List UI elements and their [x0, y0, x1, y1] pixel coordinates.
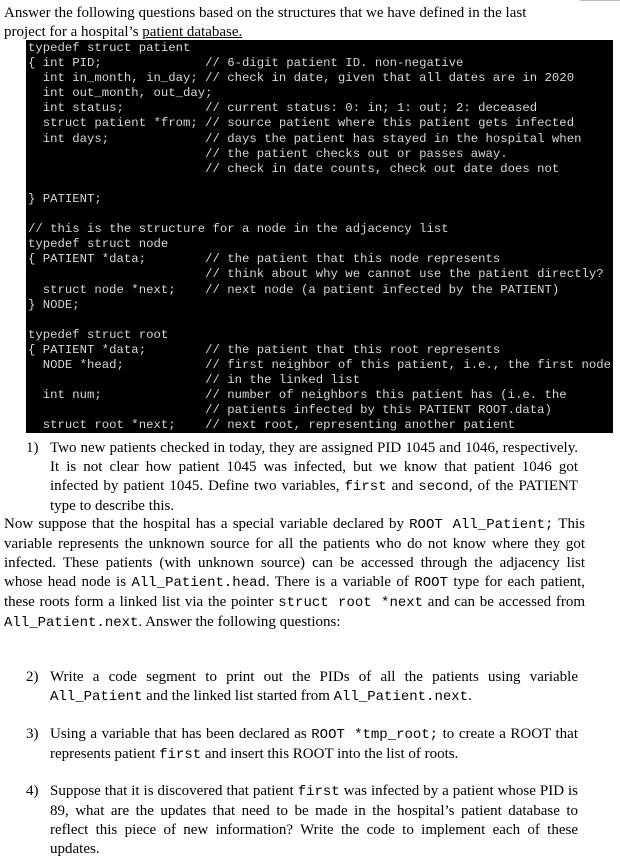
code-line: NODE *head; // first neighbor of this patient, i.e., the first node	[28, 357, 611, 372]
code-line: int out_month, out_day;	[28, 86, 213, 101]
code-line: struct node *next; // next node (a patient infected by the PATIENT)	[28, 282, 560, 297]
code-line: int status; // current status: 0: in; 1: out; 2: deceased	[28, 101, 538, 116]
question-text: Suppose that it is discovered that patient first was infected by a patient whose PID is 89, what are the updates that need to be made in the hospital’s patient database to reflect this piece of new information? Write the code to implement each of these updates.	[50, 783, 578, 857]
code-line: int in_month, in_day; // check in date, given that all dates are in 2020	[28, 71, 575, 86]
intro-paragraph	[4, 4, 584, 42]
question-text: Two new patients checked in today, they are assigned PID 1045 and 1046, respectively. It is not clear how patient 1045 was infected, but we know that patient 1046 got infected by patient 1045. Define two variables, first and second, of the PATIENT type to describe this.	[50, 440, 578, 514]
code-line: typedef struct root	[28, 327, 169, 342]
code-line: struct patient *from; // source patient where this patient gets infected	[28, 116, 575, 131]
code-line	[28, 313, 613, 328]
code-line: // in the linked list	[28, 373, 361, 388]
code-line	[28, 207, 613, 222]
code-line: // think about why we cannot use the patient directly?	[28, 267, 604, 282]
question-number: 2)	[26, 669, 39, 685]
code-line: int days; // days the patient has stayed in the hospital when	[28, 131, 582, 146]
intro-line-1: Answer the following questions based on the structures that we have defined in the last	[4, 5, 527, 21]
code-line: typedef struct patient	[28, 41, 191, 55]
question-2	[26, 668, 578, 707]
question-number: 1)	[26, 440, 39, 456]
code-line	[28, 177, 613, 192]
question-3	[26, 725, 578, 765]
question-text: Using a variable that has been declared as ROOT *tmp_root; to create a ROOT that represents patient first and insert this ROOT into the list of roots.	[50, 726, 578, 763]
intro-line-2-underlined: patient database.	[142, 24, 243, 40]
code-line: } NODE;	[28, 297, 80, 312]
code-block	[26, 40, 613, 433]
code-line: int num; // number of neighbors this patient has (i.e. the	[28, 388, 567, 403]
code-line: { int PID; // 6-digit patient ID. non-negative	[28, 56, 464, 71]
context-paragraph: Now suppose that the hospital has a special variable declared by ROOT All_Patient; This variable represents the unknown source for all the patients who do not know where they got infected. These patients (with unknown source) can be accessed through the adjacency list whose head node is All_Patient.head. There is a variable of ROOT type for each patient, these roots form a linked list via the pointer struct root *next and can be accessed from All_Patient.next. Answer the following questions:	[4, 516, 586, 631]
code-line: typedef struct node	[28, 237, 169, 252]
code-line: // patients infected by this PATIENT ROOT.data)	[28, 403, 552, 418]
code-line: struct root *next; // next root, representing another patient	[28, 418, 516, 433]
code-line: { PATIENT *data; // the patient that this root represents	[28, 342, 501, 357]
code-line: } PATIENT;	[28, 191, 102, 206]
question-number: 3)	[26, 726, 39, 742]
question-1	[26, 439, 578, 516]
intro-line-2: project for a hospital’s	[4, 24, 143, 40]
code-line: // this is the structure for a node in the adjacency list	[28, 222, 449, 237]
code-line: // check in date counts, check out date does not	[28, 161, 560, 176]
page-edge-line	[580, 0, 620, 1]
code-line: // the patient checks out or passes away.	[28, 146, 508, 161]
question-4	[26, 782, 578, 859]
question-number: 4)	[26, 783, 39, 799]
code-line: { PATIENT *data; // the patient that this node represents	[28, 252, 501, 267]
question-text: Write a code segment to print out the PIDs of all the patients using variable All_Patient and the linked list started from All_Patient.next.	[50, 669, 578, 705]
